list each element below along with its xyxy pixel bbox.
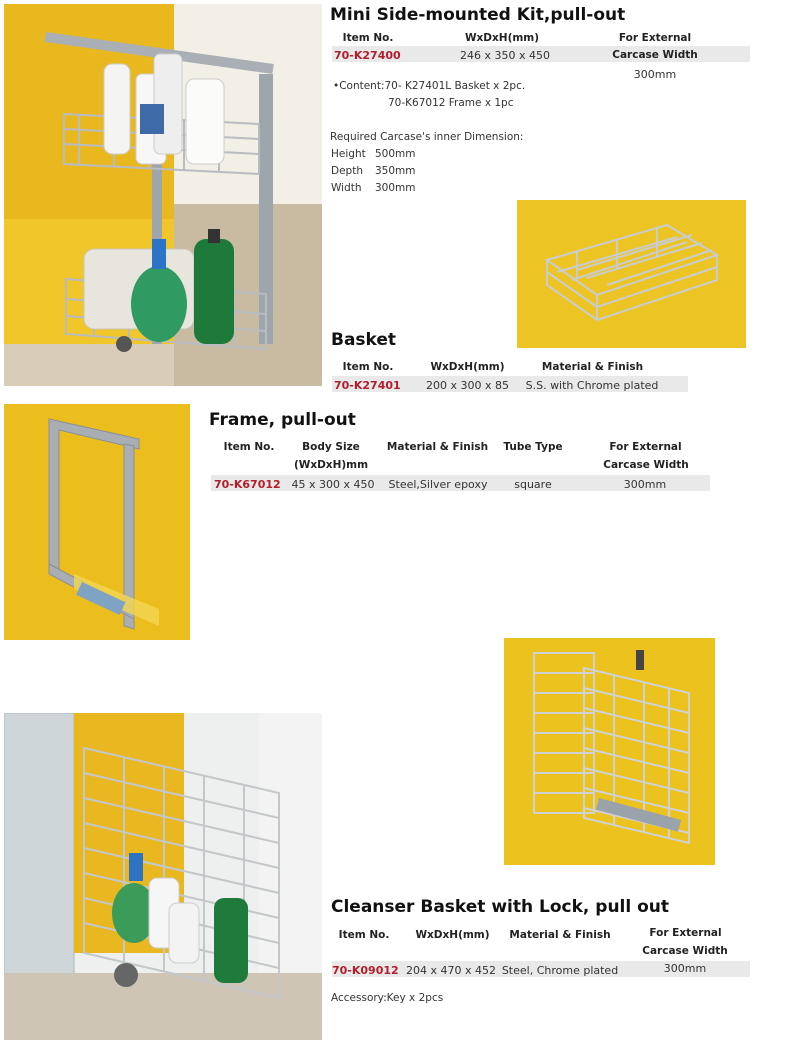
- section4-dims: 204 x 470 x 452: [406, 964, 496, 977]
- section3-tube: square: [514, 478, 552, 491]
- section1-required-depth-value: 350mm: [375, 165, 416, 177]
- section1-required-width-label: Width: [331, 182, 362, 194]
- kit-photo: [4, 4, 322, 386]
- section1-title: Mini Side-mounted Kit,pull-out: [330, 5, 626, 25]
- section1-width: 300mm: [633, 68, 677, 81]
- section1-header-external: For External: [618, 32, 692, 44]
- section4-header-material: Material & Finish: [509, 929, 611, 941]
- section2-header-item: Item No.: [342, 361, 394, 373]
- section4-header-carcase: Carcase Width: [642, 945, 728, 957]
- section3-header-item: Item No.: [223, 441, 275, 453]
- section2-header-dims: WxDxH(mm): [430, 361, 505, 373]
- section3-header-bodysize-unit: (WxDxH)mm: [293, 459, 369, 471]
- cleanser-basket-photo: [504, 638, 715, 865]
- section4-width: 300mm: [663, 962, 707, 975]
- section3-header-tube: Tube Type: [503, 441, 563, 453]
- section1-required-title: Required Carcase's inner Dimension:: [330, 131, 524, 143]
- section1-required-height-value: 500mm: [375, 148, 416, 160]
- section1-header-item: Item No.: [342, 32, 394, 44]
- section3-header-carcase: Carcase Width: [603, 459, 689, 471]
- section1-header-carcase: Carcase Width: [612, 49, 698, 61]
- section3-material: Steel,Silver epoxy: [388, 478, 488, 491]
- section4-accessory: Accessory:Key x 2pcs: [331, 992, 444, 1004]
- section2-title: Basket: [331, 330, 397, 350]
- section4-title: Cleanser Basket with Lock, pull out: [331, 897, 670, 917]
- cleanser-cabinet-photo: [4, 713, 322, 1040]
- section1-content-line1: •Content:70- K27401L Basket x 2pc.: [333, 80, 526, 92]
- section4-item-code: 70-K09012: [332, 964, 399, 977]
- section4-header-item: Item No.: [338, 929, 390, 941]
- section1-content-line2: 70-K67012 Frame x 1pc: [388, 97, 514, 109]
- frame-photo: [4, 404, 190, 640]
- section4-header-external: For External: [649, 927, 722, 939]
- section1-required-height-label: Height: [331, 148, 366, 160]
- section2-item-code: 70-K27401: [334, 379, 401, 392]
- section2-dims: 200 x 300 x 85: [426, 379, 509, 392]
- section1-item-code: 70-K27400: [334, 49, 401, 62]
- section1-dims: 246 x 350 x 450: [460, 49, 550, 62]
- section1-required-depth-label: Depth: [331, 165, 363, 177]
- section2-header-material: Material & Finish: [541, 361, 644, 373]
- section4-material: Steel, Chrome plated: [501, 964, 619, 977]
- section3-dims: 45 x 300 x 450: [291, 478, 375, 491]
- section3-title: Frame, pull-out: [209, 410, 356, 430]
- section4-header-dims: WxDxH(mm): [415, 929, 490, 941]
- section2-material: S.S. with Chrome plated: [525, 379, 659, 392]
- basket-photo: [517, 200, 746, 348]
- section3-header-external: For External: [609, 441, 682, 453]
- section3-header-bodysize: Body Size: [302, 441, 360, 453]
- section3-item-code: 70-K67012: [214, 478, 281, 491]
- section3-width: 300mm: [623, 478, 667, 491]
- section1-header-dims: WxDxH(mm): [464, 32, 540, 44]
- section3-header-material: Material & Finish: [386, 441, 489, 453]
- section1-required-width-value: 300mm: [375, 182, 416, 194]
